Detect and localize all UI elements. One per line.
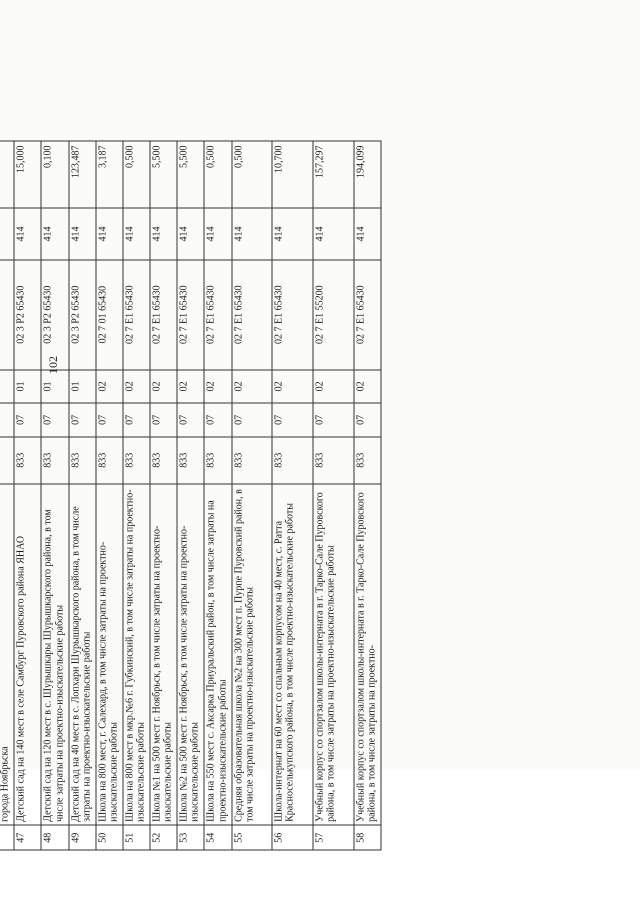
code-ministry: 833 <box>123 437 150 484</box>
object-name: Учебный корпус со спортзалом школы-интерната в г. Тарко-Сале Пуровского района, в том числе затраты на проектно- <box>354 484 381 826</box>
code-target: 02 7 E1 65430 <box>204 260 231 370</box>
code-section: 07 <box>69 403 96 437</box>
row-number: 47 <box>14 825 41 850</box>
code-section: 07 <box>272 403 313 437</box>
code-expense <box>0 208 14 260</box>
code-target: 02 7 01 65430 <box>96 260 123 370</box>
object-name: Школа на 800 мест в мкр.№6 г. Губкинский, в том числе затраты на проектно-изыскательские работы <box>123 484 150 826</box>
code-section: 07 <box>204 403 231 437</box>
code-target: 02 7 E1 65430 <box>177 260 204 370</box>
code-target: 02 7 E1 65430 <box>354 260 381 370</box>
code-subsection: 02 <box>354 370 381 404</box>
code-subsection: 01 <box>69 370 96 404</box>
code-subsection: 02 <box>204 370 231 404</box>
table-row <box>354 141 381 850</box>
amount: 0,500 <box>123 141 150 208</box>
amount: 10,700 <box>272 141 313 208</box>
code-expense: 414 <box>96 208 123 260</box>
table-row <box>14 141 41 850</box>
amount: 15,000 <box>14 141 41 208</box>
code-ministry: 833 <box>272 437 313 484</box>
code-expense: 414 <box>150 208 177 260</box>
amount: 157,297 <box>313 141 354 208</box>
code-subsection: 01 <box>14 370 41 404</box>
code-ministry: 833 <box>232 437 273 484</box>
row-number: 56 <box>272 825 313 850</box>
code-expense: 414 <box>177 208 204 260</box>
code-section: 07 <box>313 403 354 437</box>
table-row <box>177 141 204 850</box>
object-name: Детский сад на 120 мест в с. Шурышкары Шурышкарского района, в том числе затраты на проектно-изыскательские работы <box>41 484 68 826</box>
amount: 0,500 <box>204 141 231 208</box>
table-row <box>204 141 231 850</box>
table-row <box>272 141 313 850</box>
code-expense: 414 <box>69 208 96 260</box>
code-subsection: 02 <box>96 370 123 404</box>
row-number <box>0 825 14 850</box>
code-ministry: 833 <box>69 437 96 484</box>
code-expense: 414 <box>41 208 68 260</box>
code-section: 07 <box>123 403 150 437</box>
row-number: 48 <box>41 825 68 850</box>
code-expense: 414 <box>123 208 150 260</box>
amount: 5,500 <box>177 141 204 208</box>
code-expense: 414 <box>232 208 273 260</box>
code-ministry: 833 <box>354 437 381 484</box>
page-number: 102 <box>46 356 60 374</box>
budget-table-rotated <box>0 141 382 851</box>
code-subsection <box>0 370 14 404</box>
code-ministry: 833 <box>14 437 41 484</box>
object-name: Детский сад на 40 мест в с. Лопхари Шурышкарского района, в том числе затраты на проектно-изыскательские работы <box>69 484 96 826</box>
code-section: 07 <box>150 403 177 437</box>
object-name: Детский сад на 140 мест в селе Самбург Пуровского района ЯНАО <box>14 484 41 826</box>
table-row <box>123 141 150 850</box>
table-row <box>232 141 273 850</box>
budget-table <box>0 141 382 851</box>
row-number: 51 <box>123 825 150 850</box>
code-subsection: 02 <box>177 370 204 404</box>
object-name: города Ноябрьска <box>0 484 14 826</box>
object-name: Школа на 550 мест с. Аксарка Приуральский район, в том числе затраты на проектно-изыскательские работы <box>204 484 231 826</box>
object-name: Школа на 800 мест, г. Салехард, в том числе затраты на проектно-изыскательские работы <box>96 484 123 826</box>
row-number: 58 <box>354 825 381 850</box>
amount: 5,500 <box>150 141 177 208</box>
code-section: 07 <box>232 403 273 437</box>
amount: 0,100 <box>41 141 68 208</box>
code-ministry: 833 <box>313 437 354 484</box>
table-row <box>0 141 14 850</box>
code-ministry: 833 <box>177 437 204 484</box>
amount: 3,187 <box>96 141 123 208</box>
code-ministry <box>0 437 14 484</box>
code-subsection: 02 <box>272 370 313 404</box>
table-row <box>150 141 177 850</box>
code-section: 07 <box>96 403 123 437</box>
row-number: 50 <box>96 825 123 850</box>
code-ministry: 833 <box>41 437 68 484</box>
table-row <box>69 141 96 850</box>
code-target: 02 7 E1 55200 <box>313 260 354 370</box>
row-number: 52 <box>150 825 177 850</box>
code-target: 02 7 E1 65430 <box>272 260 313 370</box>
row-number: 54 <box>204 825 231 850</box>
code-target: 02 3 P2 65430 <box>69 260 96 370</box>
code-ministry: 833 <box>96 437 123 484</box>
row-number: 55 <box>232 825 273 850</box>
code-section: 07 <box>177 403 204 437</box>
code-subsection: 02 <box>123 370 150 404</box>
object-name: Школа №2 на 500 мест г. Ноябрьск, в том числе затраты на проектно-изыскательские работы <box>177 484 204 826</box>
code-target: 02 3 P2 65430 <box>41 260 68 370</box>
table-row <box>41 141 68 850</box>
code-expense: 414 <box>354 208 381 260</box>
code-subsection: 02 <box>232 370 273 404</box>
row-number: 49 <box>69 825 96 850</box>
table-row <box>96 141 123 850</box>
code-target <box>0 260 14 370</box>
code-subsection: 02 <box>313 370 354 404</box>
amount: 0,500 <box>232 141 273 208</box>
code-target: 02 7 E1 65430 <box>123 260 150 370</box>
code-section <box>0 403 14 437</box>
row-number: 57 <box>313 825 354 850</box>
amount: 123,487 <box>69 141 96 208</box>
code-section: 07 <box>14 403 41 437</box>
code-expense: 414 <box>272 208 313 260</box>
code-section: 07 <box>41 403 68 437</box>
code-target: 02 3 P2 65430 <box>14 260 41 370</box>
code-subsection: 01 <box>41 370 68 404</box>
code-target: 02 7 E1 65430 <box>150 260 177 370</box>
code-expense: 414 <box>313 208 354 260</box>
code-expense: 414 <box>14 208 41 260</box>
code-ministry: 833 <box>150 437 177 484</box>
table-row <box>313 141 354 850</box>
object-name: Школа №1 на 500 мест г. Ноябрьск, в том числе затраты на проектно-изыскательские работы <box>150 484 177 826</box>
object-name: Средняя образовательная школа №2 на 300 мест п. Пурпе Пуровский район, в том числе затраты на проектно-изыскательские работы <box>232 484 273 826</box>
row-number: 53 <box>177 825 204 850</box>
code-expense: 414 <box>204 208 231 260</box>
object-name: Школа-интернат на 60 мест со спальным корпусом на 40 мест, с. Ратта Красноселькупского района, в том числе проектно-изыскательские работы <box>272 484 313 826</box>
amount: 194,099 <box>354 141 381 208</box>
object-name: Учебный корпус со спортзалом школы-интерната в г. Тарко-Сале Пуровского района, в том числе затраты на проектно-изыскательские работы <box>313 484 354 826</box>
code-target: 02 7 E1 65430 <box>232 260 273 370</box>
code-ministry: 833 <box>204 437 231 484</box>
code-subsection: 02 <box>150 370 177 404</box>
code-section: 07 <box>354 403 381 437</box>
amount <box>0 141 14 208</box>
